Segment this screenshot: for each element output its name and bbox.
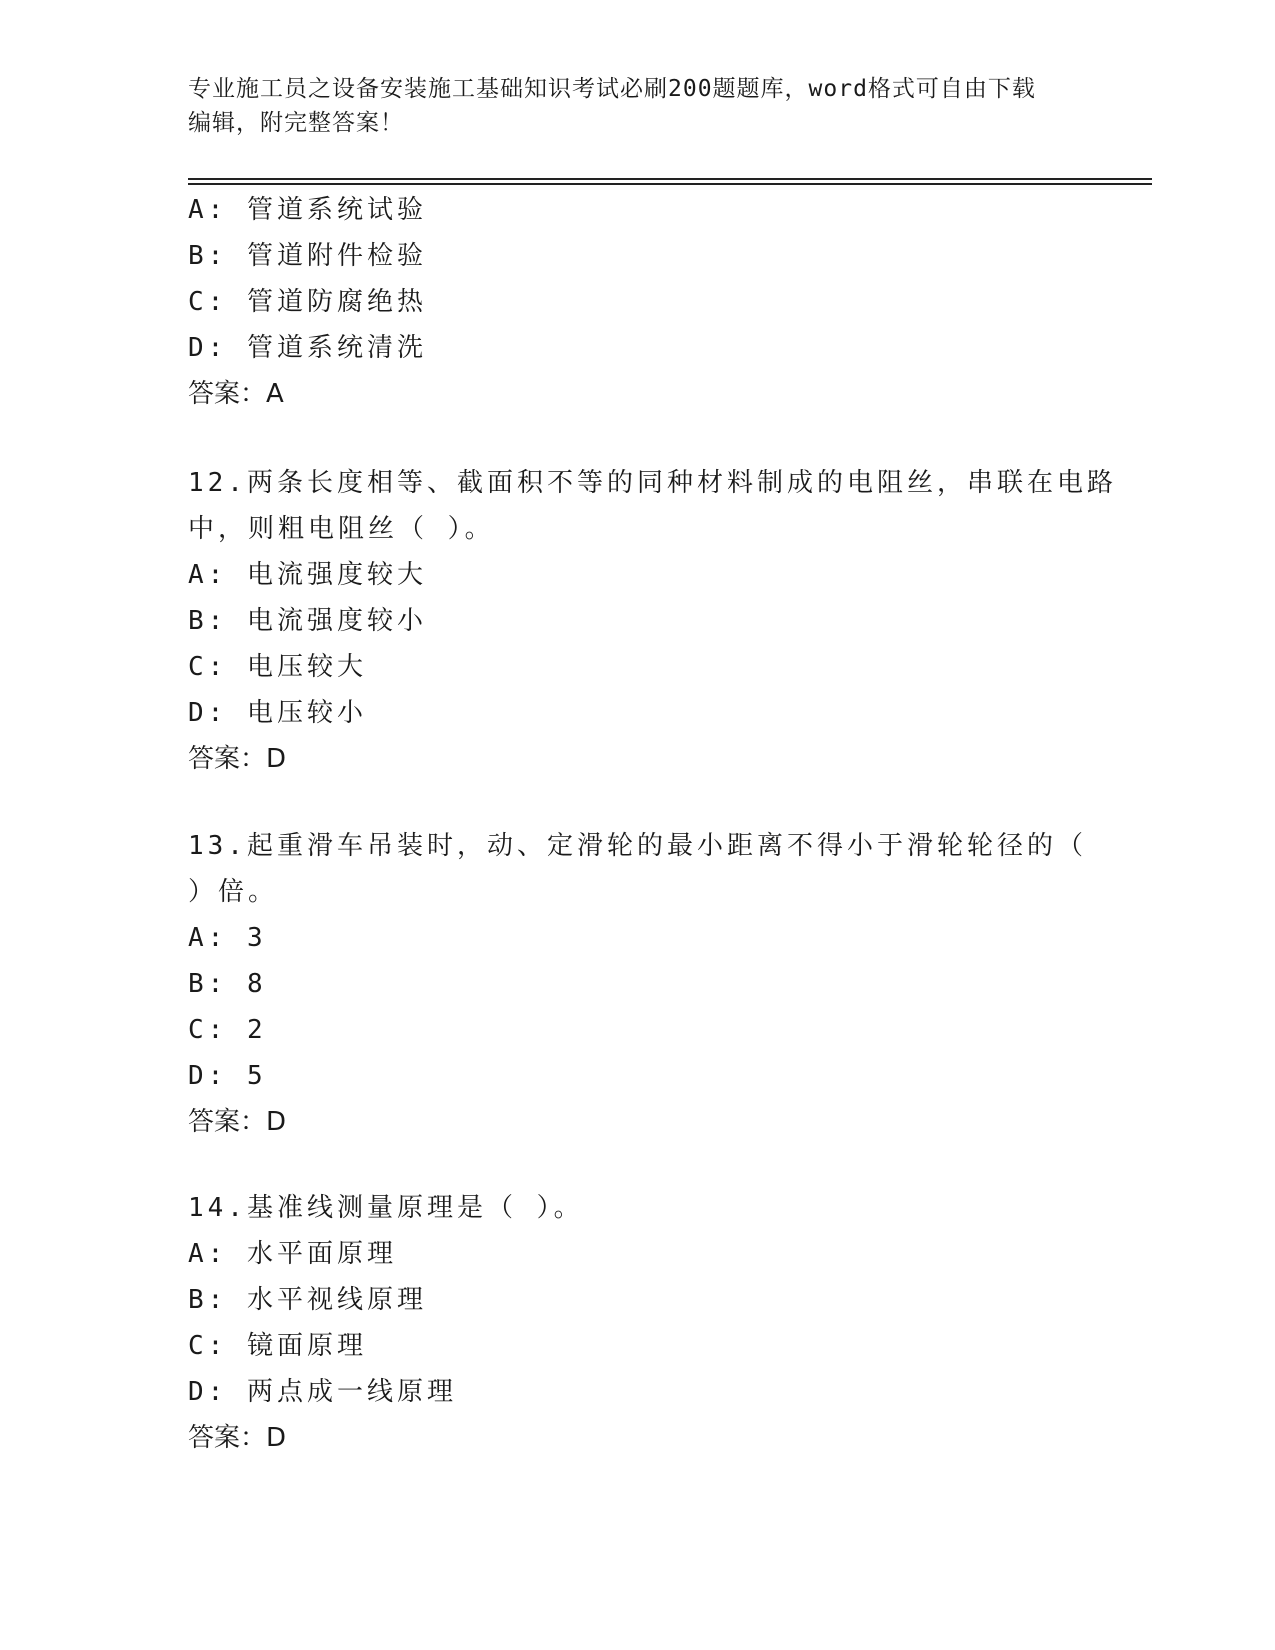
option-a: A: 水平面原理	[188, 1239, 397, 1269]
option-a: A: 电流强度较大	[188, 560, 427, 590]
option-c: C: 电压较大	[188, 652, 367, 682]
option-c: C: 2	[188, 1015, 267, 1045]
header-title-line-2: 编辑，附完整答案！	[188, 110, 404, 136]
header-title-line-1: 专业施工员之设备安装施工基础知识考试必刷200题题库，word格式可自由下载	[188, 76, 1036, 102]
option-b: B: 管道附件检验	[188, 241, 427, 271]
answer-line: 答案：D	[188, 1107, 287, 1137]
answer-line: 答案：A	[188, 379, 284, 409]
answer-line: 答案：D	[188, 1423, 287, 1453]
question-stem-line-2: 中，则粗电阻丝（ ）。	[188, 514, 495, 544]
question-stem-line-1: 12.两条长度相等、截面积不等的同种材料制成的电阻丝，串联在电路	[188, 468, 1117, 498]
option-d: D: 电压较小	[188, 698, 367, 728]
option-d: D: 管道系统清洗	[188, 333, 427, 363]
option-d: D: 两点成一线原理	[188, 1377, 457, 1407]
header-divider-bottom	[188, 183, 1152, 185]
option-a: A: 3	[188, 923, 267, 953]
question-stem-line-1: 13.起重滑车吊装时，动、定滑轮的最小距离不得小于滑轮轮径的（	[188, 831, 1087, 861]
option-d: D: 5	[188, 1061, 267, 1091]
option-b: B: 电流强度较小	[188, 606, 427, 636]
option-c: C: 管道防腐绝热	[188, 287, 427, 317]
option-c: C: 镜面原理	[188, 1331, 367, 1361]
question-stem-line-2: ）倍。	[188, 877, 279, 907]
question-12	[188, 460, 1117, 782]
question-14	[188, 1185, 1088, 1461]
option-a: A: 管道系统试验	[188, 195, 427, 225]
option-b: B: 水平视线原理	[188, 1285, 427, 1315]
question-13	[188, 823, 1088, 1145]
question-11	[188, 187, 1088, 417]
header-divider-top	[188, 178, 1152, 180]
document-header	[188, 72, 1068, 140]
answer-line: 答案：D	[188, 744, 287, 774]
option-b: B: 8	[188, 969, 267, 999]
question-stem-line-1: 14.基准线测量原理是（ ）。	[188, 1193, 584, 1223]
